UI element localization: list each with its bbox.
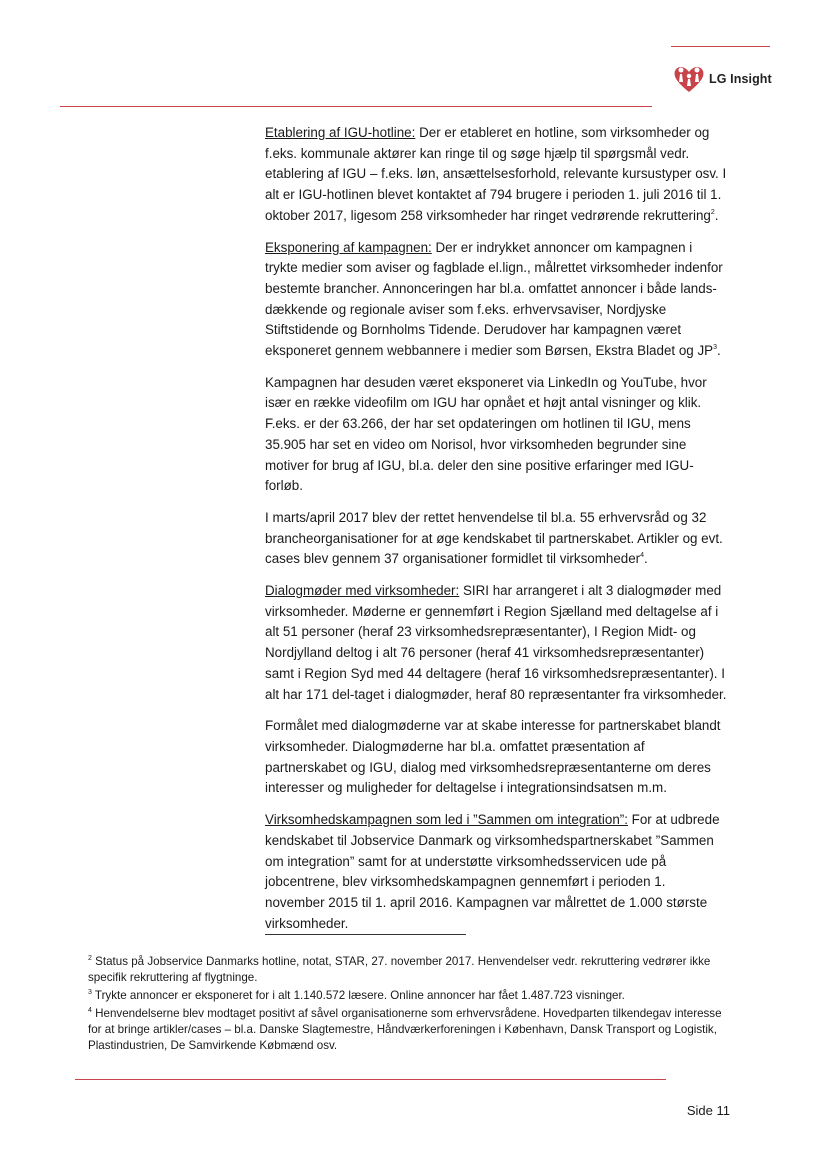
- paragraph-text: Kampagnen har desuden været eksponeret via LinkedIn og YouTube, hvor især en række videofilm om IGU har opnået et højt antal visninger og klik. F.eks. er der 63.266, der har set opdateringen om hotlinen til IGU, mens 35.905 har set en video om Norisol, hvor virksomheden begrunder sine motiver for brug af IGU, bl.a. deler den sine positive erfaringer med IGU-forløb.: [265, 374, 707, 494]
- footnote-number: 4: [88, 1007, 92, 1014]
- paragraph-outreach: I marts/april 2017 blev der rettet henvendelse til bl.a. 55 erhvervsråd og 32 brancheorganisationer for at øge kendskabet til partnerskabet. Artikler og evt. cases blev gennem 37 organisationer formidlet til virksomheder$^4$.: [265, 509, 723, 567]
- footnotes: [88, 954, 738, 1056]
- footnote-number: 2: [88, 955, 92, 962]
- paragraph-company-campaign: [265, 810, 727, 934]
- footnote-text: Status på Jobservice Danmarks hotline, notat, STAR, 27. november 2017. Henvendelser vedr. rekruttering vedrører ikke specifik rekruttering af flygtninge.: [88, 955, 711, 984]
- footnote-ref[interactable]: 4: [640, 552, 645, 560]
- heart-figures-icon: [672, 64, 706, 94]
- footnote-text: Henvendelserne blev modtaget positivt af såvel organisationerne som erhvervsrådene. Hovedparten tilkendegav interesse for at bringe artikler/cases – bl.a. Danske Slagtemestre, Håndværkerforeningen i København, Dansk Transport og Logistik, Plastindustrien, De Samvirkende Købmænd osv.: [88, 1007, 722, 1052]
- footnote-text: Trykte annoncer er eksponeret for i alt 1.140.572 læsere. Online annoncer har fået 1.487.723 visninger.: [91, 989, 625, 1002]
- paragraph-text: I marts/april 2017 blev der rettet henvendelse til bl.a. 55 erhvervsråd og 32 brancheorganisationer for at øge kendskabet til partnerskabet. Artikler og evt. cases blev gennem 37 organisationer formidlet til virksomheder: [265, 509, 723, 567]
- paragraph-dialog-purpose: [265, 716, 727, 799]
- paragraph-igu-hotline: Etablering af IGU-hotline: Der er etableret en hotline, som virksomheder og f.eks. kommunale aktører kan ringe til og søge hjælp til spørgsmål vedr. etablering af IGU – f.eks. løn, ansættelsesforhold, relevante kursustyper osv. I alt er IGU-hotlinen blevet kontaktet af 794 brugere i perioden 1. juli 2016 til 1. oktober 2017, ligesom 258 virksomheder har ringet vedrørende rekruttering$^2$.: [265, 125, 727, 223]
- logo-text: LG Insight: [709, 72, 772, 86]
- footnote-ref[interactable]: 3: [713, 344, 717, 352]
- paragraph-text: Der er indrykket annoncer om kampagnen i trykte medier som aviser og fagblade el.lign., målrettet virksomheder indenfor bestemte brancher. Annonceringen har bl.a. omfattet annoncer i både lands-dækkende og regionale aviser som f.eks. erhvervsaviser, Nordjyske Stiftstidende og Bornholms Tidende. Derudover har kampagnen været eksponeret gennem webbannere i medier som Børsen, Ekstra Bladet og JP: [265, 239, 723, 359]
- footnote-ref[interactable]: 2: [710, 208, 715, 216]
- paragraph-dialog-meetings: [265, 581, 727, 705]
- footnote-number: 3: [88, 989, 92, 996]
- section-heading: Virksomhedskampagnen som led i ”Sammen om integration”:: [265, 812, 628, 828]
- footer-rule: [75, 1079, 666, 1080]
- header-rule-short: [671, 46, 770, 47]
- footnote: [88, 954, 738, 986]
- section-heading: Etablering af IGU-hotline:: [265, 125, 416, 140]
- paragraph-social-media: [265, 373, 727, 497]
- footnote: [88, 1006, 738, 1054]
- section-heading: Dialogmøder med virksomheder:: [265, 583, 460, 599]
- company-logo: [672, 64, 772, 94]
- section-heading: Eksponering af kampagnen:: [265, 239, 432, 255]
- footnote-separator: [265, 934, 466, 935]
- paragraph-text: SIRI har arrangeret i alt 3 dialogmøder med virksomheder. Møderne er gennemført i Region Sjælland med deltagelse af i alt 51 personer (heraf 23 virksomhedsrepræsentanter), I Region Midt- og Nordjylland deltog i alt 76 personer (heraf 41 virksomhedsrepræsentanter) samt i Region Syd med 44 deltagere (heraf 16 virksomhedsrepræsentanter). I alt har 171 del-taget i dialogmøder, heraf 80 repræsentanter fra virksomheder.: [265, 583, 727, 702]
- body-text: [265, 123, 727, 945]
- page-number: Side 11: [686, 1103, 730, 1118]
- header-rule: [60, 106, 652, 107]
- paragraph-exposure: Eksponering af kampagnen: Der er indrykket annoncer om kampagnen i trykte medier som aviser og fagblade el.lign., målrettet virksomheder indenfor bestemte brancher. Annonceringen har bl.a. omfattet annoncer i både lands-dækkende og regionale aviser som f.eks. erhvervsaviser, Nordjyske Stiftstidende og Bornholms Tidende. Derudover har kampagnen været eksponeret gennem webbannere i medier som Børsen, Ekstra Bladet og $JP^3$.: [265, 239, 723, 359]
- footnote: [88, 988, 738, 1004]
- paragraph-text: For at udbrede kendskabet til Jobservice Danmark og virksomhedspartnerskabet ”Sammen om integration” samt for at understøtte virksomhedsservicen ude på jobcentrene, blev virksomhedskampagnen gennemført i perioden 1. november 2015 til 1. april 2016. Kampagnen var målrettet de 1.000 største virksomheder.: [265, 812, 720, 931]
- paragraph-text: Der er etableret en hotline, som virksomheder og f.eks. kommunale aktører kan ringe til og søge hjælp til spørgsmål vedr. etablering af IGU – f.eks. løn, ansættelsesforhold, relevante kursustyper osv. I alt er IGU-hotlinen blevet kontaktet af 794 brugere i perioden 1. juli 2016 til 1. oktober 2017, ligesom 258 virksomheder har ringet vedrørende rekruttering: [265, 125, 727, 223]
- paragraph-text: Formålet med dialogmøderne var at skabe interesse for partnerskabet blandt virksomheder. Dialogmøderne har bl.a. omfattet præsentation af partnerskabet og IGU, dialog med virksomhedsrepræsentanterne om deres interesser og muligheder for deltagelse i integrationsindsatsen m.m.: [265, 718, 721, 796]
